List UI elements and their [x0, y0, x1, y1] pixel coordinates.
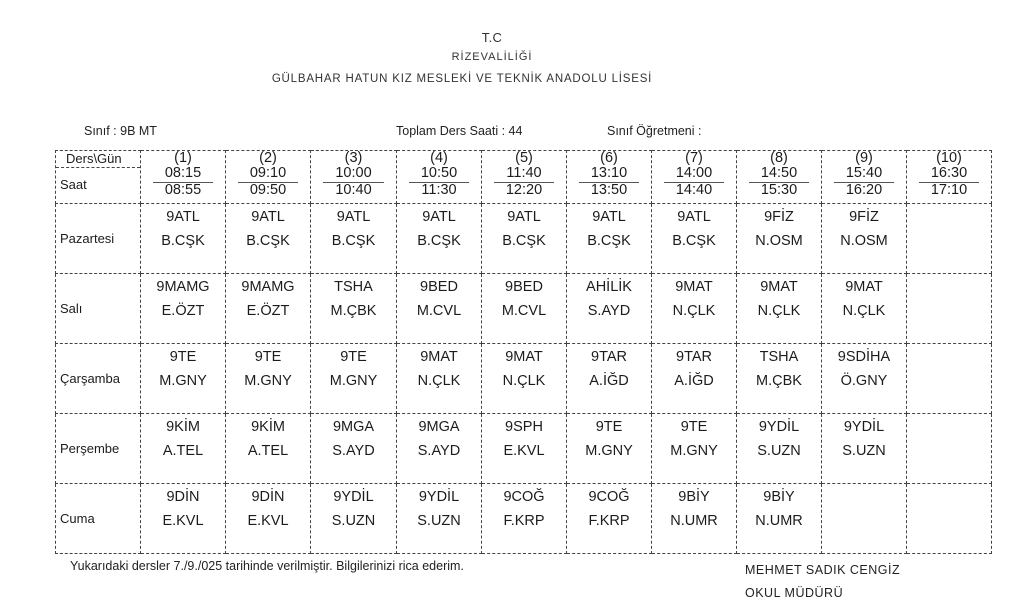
lesson-code: 9FİZ	[849, 209, 879, 225]
lesson-teacher: B.CŞK	[587, 233, 631, 249]
lesson-teacher: N.UMR	[755, 513, 803, 529]
lesson-teacher: A.İĞD	[674, 373, 714, 389]
lesson-cell	[907, 344, 992, 414]
lesson-cell	[311, 414, 397, 484]
lesson-cell	[397, 484, 482, 554]
header-governorship: RİZEVALİLİĞİ	[451, 51, 533, 63]
lesson-teacher: N.OSM	[840, 233, 888, 249]
corner-cell	[56, 151, 141, 204]
lesson-code: TSHA	[759, 349, 799, 365]
lesson-cell	[397, 274, 482, 344]
lesson-cell	[141, 274, 226, 344]
lesson-cell	[311, 344, 397, 414]
period-header	[226, 151, 311, 204]
lesson-code: 9TE	[254, 349, 282, 365]
lesson-code: 9ATL	[677, 209, 711, 225]
lesson-cell	[737, 344, 822, 414]
period-end-time: 12:20	[494, 182, 554, 199]
lesson-cell	[141, 414, 226, 484]
lesson-cell	[652, 204, 737, 274]
lesson-cell	[567, 414, 652, 484]
period-end-time: 10:40	[323, 182, 384, 199]
lesson-code: 9SPH	[505, 419, 543, 435]
lesson-code: 9ATL	[422, 209, 456, 225]
header-tc: T.C	[481, 30, 503, 45]
lesson-code: 9MAMG	[241, 279, 295, 295]
lesson-teacher: N.OSM	[755, 233, 803, 249]
period-start-time: 15:40	[845, 165, 883, 181]
lesson-code: 9MAT	[760, 279, 798, 295]
period-header	[141, 151, 226, 204]
lesson-cell	[652, 414, 737, 484]
lesson-teacher: M.GNY	[244, 373, 292, 389]
lesson-code: 9MAT	[505, 349, 543, 365]
lesson-code: 9YDİL	[418, 489, 460, 505]
period-header	[311, 151, 397, 204]
lesson-teacher: S.UZN	[331, 513, 376, 529]
lesson-teacher: A.TEL	[247, 443, 289, 459]
lesson-code: 9KİM	[166, 419, 200, 435]
lesson-teacher: S.UZN	[417, 513, 461, 529]
lesson-teacher: N.ÇLK	[757, 303, 801, 319]
lesson-teacher: E.ÖZT	[161, 303, 205, 319]
corner-day-label: Ders\Gün	[56, 151, 140, 168]
lesson-cell	[907, 274, 992, 344]
period-number: (5)	[515, 150, 533, 166]
lesson-cell	[737, 274, 822, 344]
lesson-teacher: B.CŞK	[417, 233, 461, 249]
lesson-code: 9MAT	[675, 279, 713, 295]
class-teacher-label: Sınıf Öğretmeni :	[607, 124, 702, 138]
period-start-time: 11:40	[506, 165, 542, 181]
lesson-teacher: N.ÇLK	[417, 373, 461, 389]
lesson-cell	[652, 484, 737, 554]
lesson-teacher: B.CŞK	[246, 233, 290, 249]
lesson-cell	[226, 414, 311, 484]
day-label: Çarşamba	[56, 344, 141, 414]
lesson-teacher: F.KRP	[503, 513, 545, 529]
period-start-time: 10:50	[420, 165, 458, 181]
lesson-code: 9YDİL	[333, 489, 374, 505]
lesson-teacher: M.GNY	[670, 443, 718, 459]
lesson-teacher: S.AYD	[417, 443, 461, 459]
lesson-cell	[737, 414, 822, 484]
footer-note: Yukarıdaki dersler 7./9./025 tarihinde verilmiştir. Bilgilerinizi rica ederim.	[70, 559, 464, 573]
day-label: Salı	[56, 274, 141, 344]
period-start-time: 16:30	[930, 165, 968, 181]
lesson-cell	[652, 344, 737, 414]
lesson-teacher: F.KRP	[588, 513, 630, 529]
period-header	[737, 151, 822, 204]
period-end-time: 11:30	[409, 182, 469, 199]
period-number: (3)	[344, 150, 363, 166]
lesson-code: 9ATL	[251, 209, 285, 225]
lesson-cell	[482, 204, 567, 274]
lesson-cell	[397, 344, 482, 414]
period-end-time: 08:55	[153, 182, 213, 199]
period-header	[907, 151, 992, 204]
lesson-cell	[567, 274, 652, 344]
lesson-cell	[311, 274, 397, 344]
period-number: (6)	[600, 150, 618, 166]
period-end-time: 16:20	[834, 182, 894, 199]
lesson-cell	[482, 414, 567, 484]
day-label: Pazartesi	[56, 204, 141, 274]
header-school-name: GÜLBAHAR HATUN KIZ MESLEKİ VE TEKNİK ANADOLU LİSESİ	[271, 73, 653, 85]
lesson-cell	[567, 204, 652, 274]
day-row	[56, 414, 992, 484]
day-row	[56, 344, 992, 414]
lesson-cell	[226, 484, 311, 554]
lesson-cell	[567, 484, 652, 554]
lesson-teacher: B.CŞK	[672, 233, 716, 249]
lesson-teacher: S.AYD	[332, 443, 375, 459]
total-hours-label: Toplam Ders Saati : 44	[396, 124, 523, 138]
lesson-cell	[141, 484, 226, 554]
lesson-teacher: M.GNY	[159, 373, 207, 389]
lesson-cell	[397, 204, 482, 274]
lesson-code: 9TE	[595, 419, 623, 435]
period-number: (9)	[855, 150, 873, 166]
lesson-cell	[652, 274, 737, 344]
lesson-code: 9TE	[680, 419, 708, 435]
lesson-teacher: M.ÇBK	[756, 373, 802, 389]
lesson-teacher: B.CŞK	[161, 233, 205, 249]
lesson-cell	[141, 204, 226, 274]
lesson-cell	[482, 344, 567, 414]
lesson-teacher: A.TEL	[162, 443, 204, 459]
lesson-cell	[226, 274, 311, 344]
lesson-teacher: N.ÇLK	[502, 373, 546, 389]
period-number: (7)	[685, 150, 703, 166]
day-row	[56, 204, 992, 274]
lesson-code: 9DİN	[251, 489, 285, 505]
principal-title: OKUL MÜDÜRÜ	[745, 586, 844, 600]
lesson-code: 9BİY	[763, 489, 795, 505]
period-start-time: 13:10	[590, 165, 628, 181]
lesson-code: AHİLİK	[586, 279, 632, 295]
day-row	[56, 274, 992, 344]
lesson-teacher: N.UMR	[670, 513, 718, 529]
lesson-teacher: Ö.GNY	[840, 373, 888, 389]
lesson-code: 9TAR	[676, 349, 712, 365]
lesson-code: 9ATL	[592, 209, 626, 225]
lesson-cell	[822, 484, 907, 554]
period-header	[822, 151, 907, 204]
day-row	[56, 484, 992, 554]
period-header	[397, 151, 482, 204]
lesson-teacher: M.CVL	[501, 303, 547, 319]
lesson-code: 9DİN	[166, 489, 200, 505]
period-start-time: 14:00	[675, 165, 713, 181]
lesson-cell	[907, 204, 992, 274]
period-number: (1)	[174, 150, 192, 166]
lesson-code: 9YDİL	[758, 419, 800, 435]
lesson-teacher: N.ÇLK	[842, 303, 886, 319]
lesson-teacher: M.CVL	[416, 303, 462, 319]
lesson-cell	[311, 484, 397, 554]
lesson-cell	[397, 414, 482, 484]
lesson-cell	[482, 484, 567, 554]
lesson-code: 9SDİHA	[837, 349, 891, 365]
period-header-row	[56, 151, 992, 204]
lesson-cell	[141, 344, 226, 414]
period-end-time: 15:30	[749, 182, 809, 199]
lesson-teacher: A.İĞD	[589, 373, 629, 389]
lesson-code: 9ATL	[166, 209, 200, 225]
lesson-code: 9BİY	[678, 489, 710, 505]
period-end-time: 09:50	[238, 182, 298, 199]
lesson-code: 9MAT	[845, 279, 883, 295]
period-number: (8)	[770, 150, 788, 166]
weekly-schedule-table	[55, 150, 992, 554]
principal-name: MEHMET SADIK CENGİZ	[745, 563, 901, 577]
period-start-time: 10:00	[335, 165, 372, 181]
lesson-teacher: M.GNY	[585, 443, 633, 459]
lesson-cell	[482, 274, 567, 344]
period-start-time: 08:15	[164, 165, 202, 181]
lesson-teacher: E.KVL	[162, 513, 204, 529]
lesson-code: 9TE	[169, 349, 197, 365]
day-label: Cuma	[56, 484, 141, 554]
corner-time-label: Saat	[60, 177, 87, 192]
lesson-teacher: N.ÇLK	[672, 303, 716, 319]
lesson-cell	[737, 204, 822, 274]
lesson-code: 9COĞ	[588, 489, 630, 505]
lesson-code: 9TE	[340, 349, 367, 365]
lesson-teacher: B.CŞK	[502, 233, 546, 249]
lesson-code: 9MAT	[420, 349, 458, 365]
lesson-cell	[907, 484, 992, 554]
period-start-time: 09:10	[249, 165, 287, 181]
period-header	[482, 151, 567, 204]
lesson-teacher: S.AYD	[587, 303, 631, 319]
lesson-code: 9KİM	[251, 419, 285, 435]
period-header	[567, 151, 652, 204]
lesson-code: 9COĞ	[503, 489, 545, 505]
period-end-time: 13:50	[579, 182, 639, 199]
period-end-time: 17:10	[919, 182, 979, 199]
lesson-cell	[822, 274, 907, 344]
lesson-teacher: S.UZN	[842, 443, 886, 459]
lesson-cell	[226, 204, 311, 274]
lesson-teacher: M.GNY	[329, 373, 378, 389]
lesson-cell	[822, 204, 907, 274]
lesson-code: 9TAR	[591, 349, 627, 365]
lesson-code: 9YDİL	[843, 419, 885, 435]
lesson-code: 9MGA	[418, 419, 460, 435]
lesson-code: TSHA	[334, 279, 373, 295]
lesson-teacher: E.KVL	[503, 443, 545, 459]
period-header	[652, 151, 737, 204]
period-end-time: 14:40	[664, 182, 724, 199]
lesson-cell	[311, 204, 397, 274]
period-number: (10)	[936, 150, 962, 166]
lesson-teacher: E.KVL	[247, 513, 289, 529]
lesson-cell	[822, 414, 907, 484]
period-number: (4)	[430, 150, 448, 166]
lesson-code: 9MAMG	[156, 279, 210, 295]
lesson-code: 9ATL	[507, 209, 541, 225]
lesson-cell	[567, 344, 652, 414]
lesson-cell	[226, 344, 311, 414]
lesson-cell	[737, 484, 822, 554]
lesson-cell	[822, 344, 907, 414]
lesson-cell	[907, 414, 992, 484]
lesson-code: 9BED	[420, 279, 458, 295]
lesson-teacher: M.ÇBK	[330, 303, 377, 319]
lesson-teacher: B.CŞK	[331, 233, 376, 249]
lesson-code: 9BED	[505, 279, 543, 295]
lesson-teacher: S.UZN	[757, 443, 801, 459]
day-label: Perşembe	[56, 414, 141, 484]
period-number: (2)	[259, 150, 277, 166]
lesson-code: 9MGA	[332, 419, 375, 435]
lesson-code: 9ATL	[336, 209, 371, 225]
period-start-time: 14:50	[760, 165, 798, 181]
lesson-teacher: E.ÖZT	[246, 303, 290, 319]
class-label: Sınıf : 9B MT	[84, 124, 157, 138]
lesson-code: 9FİZ	[764, 209, 794, 225]
schedule-body	[56, 151, 992, 554]
